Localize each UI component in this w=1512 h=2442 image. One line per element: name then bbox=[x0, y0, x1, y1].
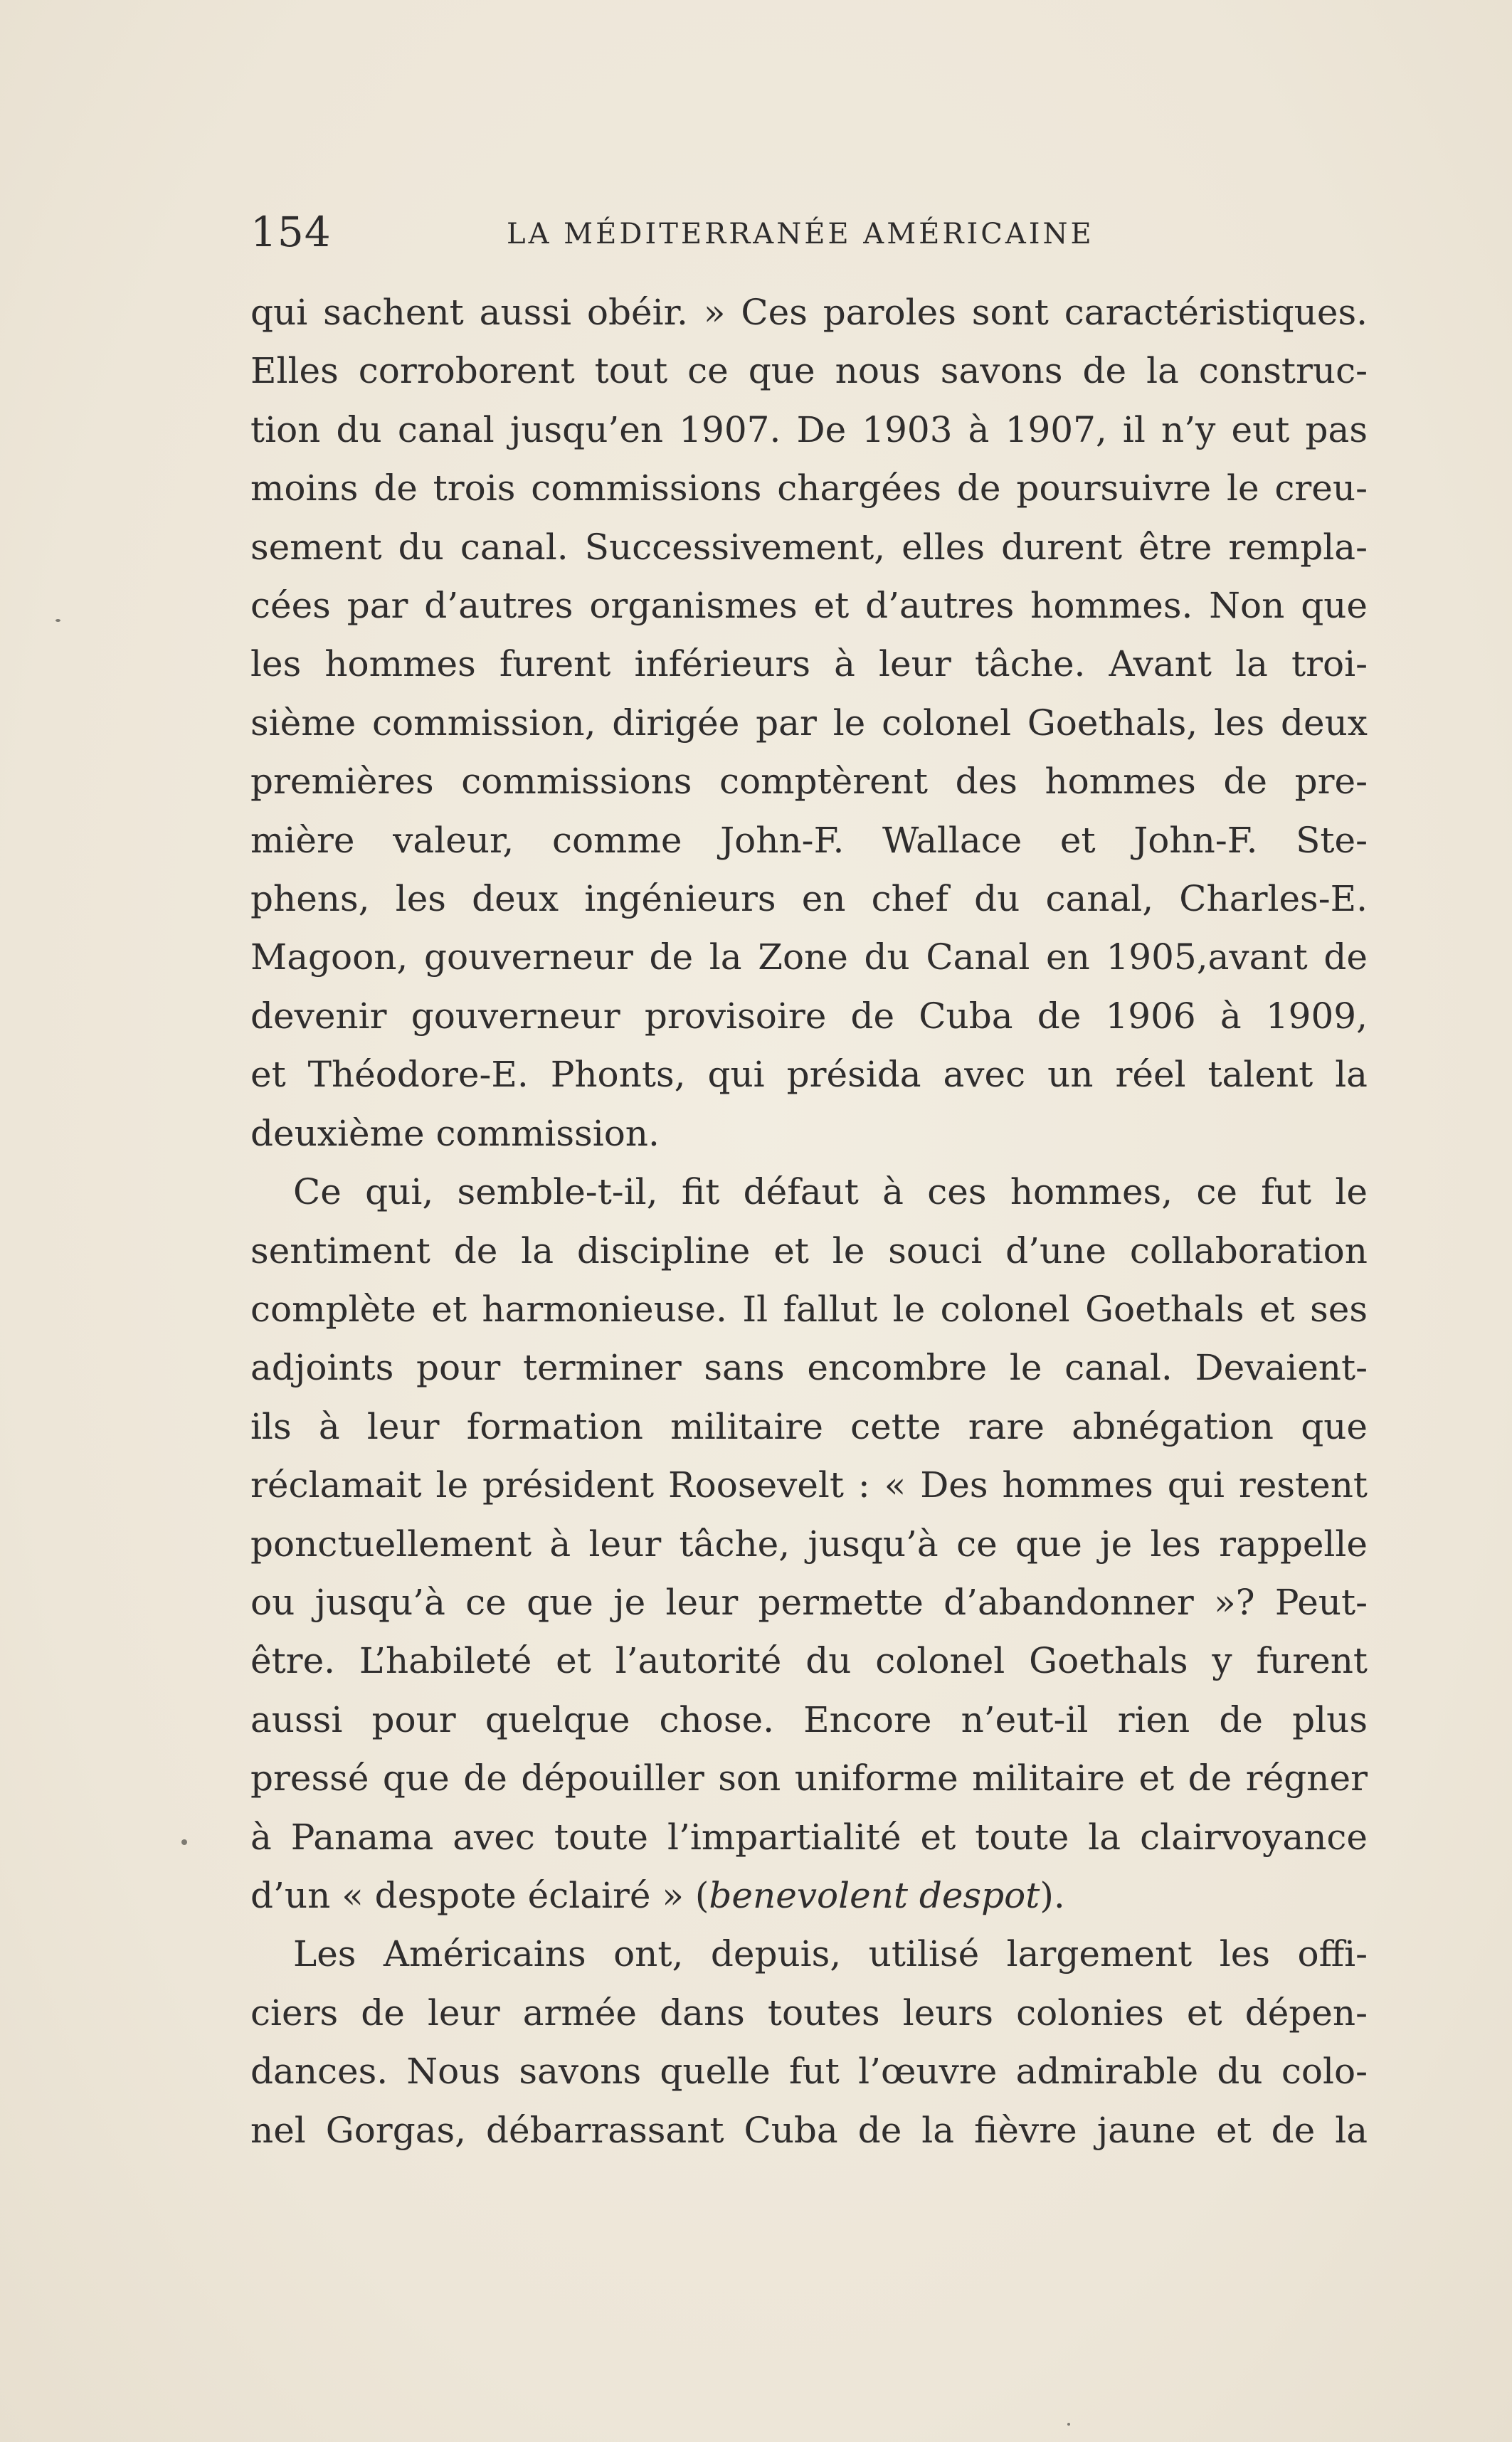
text-segment: ). bbox=[1040, 1874, 1065, 1916]
text-line: phens, les deux ingénieurs en chef du canal, Charles-E. bbox=[250, 878, 1368, 920]
text-line: ponctuellement à leur tâche, jusqu’à ce que je les rappelle bbox=[250, 1523, 1368, 1565]
text-line: ciers de leur armée dans toutes leurs colonies et dépen- bbox=[250, 1992, 1368, 2034]
text-line: cées par d’autres organismes et d’autres hommes. Non que bbox=[250, 585, 1368, 627]
text-line: réclamait le président Roosevelt : « Des hommes qui restent bbox=[250, 1464, 1368, 1506]
text-line: premières commissions comptèrent des hommes de pre- bbox=[250, 761, 1368, 803]
text-line: Magoon, gouverneur de la Zone du Canal en 1905,avant de bbox=[250, 936, 1368, 978]
text-line: pressé que de dépouiller son uniforme militaire et de régner bbox=[250, 1758, 1368, 1799]
paper-speck bbox=[1067, 2423, 1070, 2426]
paragraph-1 bbox=[250, 283, 1368, 1163]
text-line: être. L’habileté et l’autorité du colonel Goethals y furent bbox=[250, 1640, 1368, 1682]
text-segment: d’un « despote éclairé » ( bbox=[250, 1874, 709, 1916]
text-line: Ce qui, semble-t-il, fit défaut à ces hommes, ce fut le bbox=[293, 1171, 1368, 1213]
text-line: Les Américains ont, depuis, utilisé largement les offi- bbox=[293, 1933, 1368, 1975]
text-line: dances. Nous savons quelle fut l’œuvre admirable du colo- bbox=[250, 2051, 1368, 2093]
text-line: moins de trois commissions chargées de poursuivre le creu- bbox=[250, 467, 1368, 509]
text-line: les hommes furent inférieurs à leur tâche. Avant la troi- bbox=[250, 643, 1368, 685]
text-line: à Panama avec toute l’impartialité et toute la clairvoyance bbox=[250, 1816, 1368, 1858]
text-line: nel Gorgas, débarrassant Cuba de la fièvre jaune et de la bbox=[250, 2109, 1368, 2151]
text-line: sième commission, dirigée par le colonel Goethals, les deux bbox=[250, 702, 1368, 744]
running-head: LA MÉDITERRANÉE AMÉRICAINE bbox=[507, 218, 1094, 250]
paragraph-3 bbox=[250, 1925, 1368, 2160]
text-line: deuxième commission. bbox=[250, 1112, 660, 1154]
text-line-last bbox=[250, 1866, 1368, 1925]
text-line: Elles corroborent tout ce que nous savons de la construc- bbox=[250, 350, 1368, 392]
text-line: tion du canal jusqu’en 1907. De 1903 à 1907, il n’y eut pas bbox=[250, 408, 1368, 450]
text-line: ou jusqu’à ce que je leur permette d’abandonner »? Peut- bbox=[250, 1581, 1368, 1623]
text-line: devenir gouverneur provisoire de Cuba de 1906 à 1909, bbox=[250, 995, 1368, 1037]
page-header bbox=[250, 208, 1368, 265]
paper-speck bbox=[55, 619, 60, 622]
body-text bbox=[250, 283, 1368, 2160]
text-line: ils à leur formation militaire cette rare abnégation que bbox=[250, 1405, 1368, 1447]
text-line: et Théodore-E. Phonts, qui présida avec un réel talent la bbox=[250, 1054, 1368, 1096]
text-line: adjoints pour terminer sans encombre le canal. Devaient- bbox=[250, 1347, 1368, 1389]
text-line: mière valeur, comme John-F. Wallace et John-F. Ste- bbox=[250, 819, 1368, 861]
text-line: sentiment de la discipline et le souci d’une collaboration bbox=[250, 1230, 1368, 1272]
italic-phrase: benevolent despot bbox=[709, 1874, 1040, 1916]
page-number: 154 bbox=[250, 208, 332, 256]
text-line: qui sachent aussi obéir. » Ces paroles sont caractéristiques. bbox=[250, 292, 1368, 333]
paragraph-2 bbox=[250, 1163, 1368, 1925]
text-line: complète et harmonieuse. Il fallut le colonel Goethals et ses bbox=[250, 1288, 1368, 1330]
paper-speck bbox=[181, 1839, 187, 1845]
text-line: sement du canal. Successivement, elles durent être rempla- bbox=[250, 526, 1368, 568]
text-line: aussi pour quelque chose. Encore n’eut-il rien de plus bbox=[250, 1698, 1368, 1740]
